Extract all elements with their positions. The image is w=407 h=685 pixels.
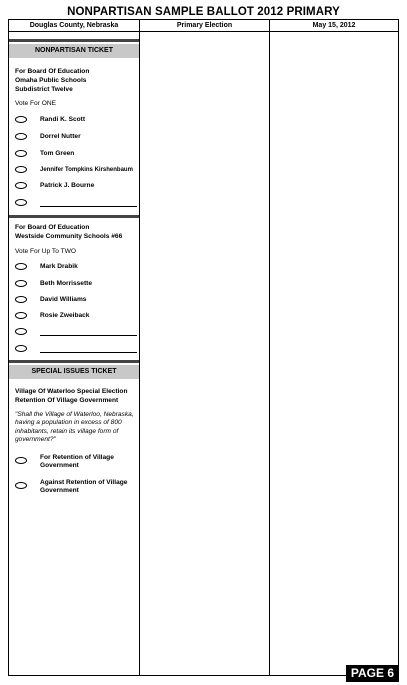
section-header-nonpartisan: NONPARTISAN TICKET [9, 44, 139, 58]
candidate-option[interactable] [15, 166, 137, 178]
race-title: For Board Of Education Westside Community Schools #66 [15, 224, 123, 240]
section-header-special: SPECIAL ISSUES TICKET [9, 365, 139, 379]
vote-oval[interactable] [15, 150, 27, 157]
column-divider-2 [269, 20, 270, 675]
vote-oval[interactable] [15, 312, 27, 319]
column-divider-1 [139, 20, 140, 675]
vote-oval[interactable] [15, 263, 27, 270]
candidate-name: David Williams [40, 296, 87, 303]
option-label: Against Retention of Village Government [40, 479, 128, 494]
vote-oval[interactable] [15, 182, 27, 189]
candidate-option[interactable] [15, 312, 137, 324]
vote-oval[interactable] [15, 116, 27, 123]
candidate-name: Beth Morrissette [40, 280, 93, 287]
candidate-option[interactable] [15, 296, 137, 308]
candidate-option[interactable] [15, 133, 137, 145]
candidate-option[interactable] [15, 150, 137, 162]
vote-oval[interactable] [15, 296, 27, 303]
page-number-badge: PAGE 6 [346, 665, 399, 682]
vote-oval[interactable] [15, 166, 27, 173]
option-label: For Retention of Village Government [40, 454, 114, 469]
column-header-election: Primary Election [139, 20, 269, 32]
write-in-option[interactable] [15, 328, 137, 340]
write-in-line[interactable] [40, 206, 137, 207]
issue-option[interactable] [15, 454, 137, 474]
vote-oval[interactable] [15, 133, 27, 140]
vote-oval[interactable] [15, 482, 27, 489]
write-in-option[interactable] [15, 345, 137, 357]
candidate-name: Rosie Zweiback [40, 312, 90, 319]
vote-oval[interactable] [15, 280, 27, 287]
race-divider [9, 215, 139, 218]
vote-for-instruction: Vote For Up To TWO [15, 248, 76, 255]
vote-oval[interactable] [15, 328, 27, 335]
candidate-name: Patrick J. Bourne [40, 182, 95, 189]
vote-oval[interactable] [15, 457, 27, 464]
candidate-name: Randi K. Scott [40, 116, 86, 123]
section-divider [9, 360, 139, 363]
issue-title: Village Of Waterloo Special Election Retention Of Village Government [15, 388, 128, 404]
candidate-option[interactable] [15, 263, 137, 275]
candidate-option[interactable] [15, 116, 137, 128]
candidate-option[interactable] [15, 182, 137, 194]
candidate-name: Jennifer Tompkins Kirshenbaum [40, 167, 133, 173]
write-in-line[interactable] [40, 335, 137, 336]
ballot-frame [8, 19, 399, 676]
column-header-date: May 15, 2012 [269, 20, 398, 32]
column-header-county: Douglas County, Nebraska [9, 20, 139, 32]
candidate-name: Dorrel Nutter [40, 133, 81, 140]
ballot-title: NONPARTISAN SAMPLE BALLOT 2012 PRIMARY [67, 6, 340, 18]
write-in-line[interactable] [40, 352, 137, 353]
candidate-option[interactable] [15, 280, 137, 292]
candidate-name: Tom Green [40, 150, 75, 157]
race-title: For Board Of Education Omaha Public Schools Subdistrict Twelve [15, 68, 90, 93]
vote-for-instruction: Vote For ONE [15, 100, 57, 107]
section-divider [9, 39, 139, 42]
ballot-question: "Shall the Village of Waterloo, Nebraska, having a population in excess of 800 inhabitants, retain its village form of government?" [15, 411, 134, 444]
issue-option[interactable] [15, 479, 137, 499]
candidate-name: Mark Drabik [40, 263, 78, 270]
vote-oval[interactable] [15, 345, 27, 352]
write-in-option[interactable] [15, 199, 137, 211]
vote-oval[interactable] [15, 199, 27, 206]
